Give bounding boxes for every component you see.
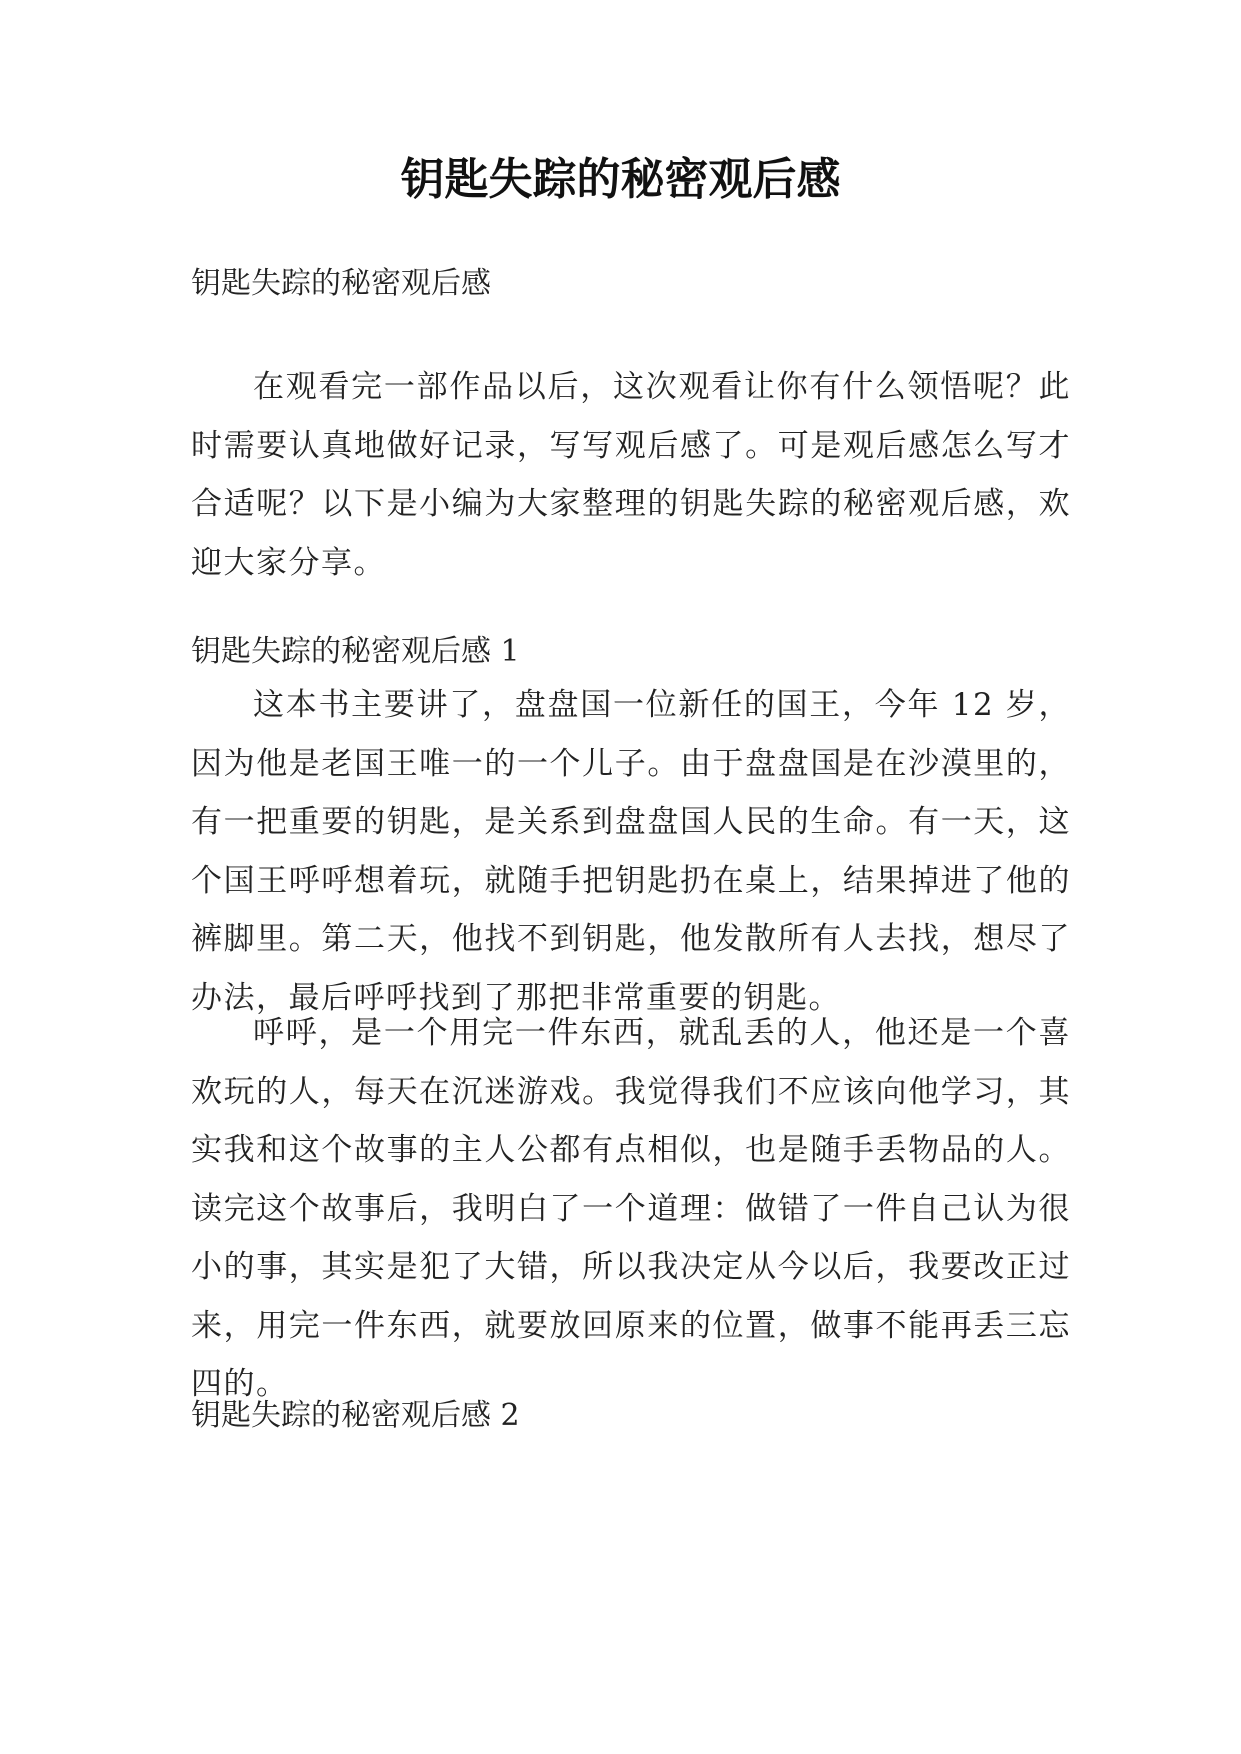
- section-2-heading: 钥匙失踪的秘密观后感 2: [191, 1398, 520, 1433]
- document-title: 钥匙失踪的秘密观后感: [400, 154, 841, 205]
- section-1-paragraph-2: 呼呼，是一个用完一件东西，就乱丢的人，他还是一个喜欢玩的人，每天在沉迷游戏。我觉得我们不应该向他学习，其实我和这个故事的主人公都有点相似，也是随手丢物品的人。读完这个故事后，我明白了一个道理：做错了一件自己认为很小的事，其实是犯了大错，所以我决定从今以后，我要改正过来，用完一件东西，就要放回原来的位置，做事不能再丢三忘四的。: [191, 1015, 1071, 1402]
- section-1-heading: 钥匙失踪的秘密观后感 1: [191, 634, 520, 669]
- section-1-paragraph-1: 这本书主要讲了，盘盘国一位新任的国王，今年 12 岁，因为他是老国王唯一的一个儿子。由于盘盘国是在沙漠里的，有一把重要的钥匙，是关系到盘盘国人民的生命。有一天，这个国王呼呼想着玩，就随手把钥匙扔在桌上，结果掉进了他的裤脚里。第二天，他找不到钥匙，他发散所有人去找，想尽了办法，最后呼呼找到了那把非常重要的钥匙。: [191, 687, 1071, 1016]
- intro-paragraph: 在观看完一部作品以后，这次观看让你有什么领悟呢？此时需要认真地做好记录，写写观后感了。可是观后感怎么写才合适呢？以下是小编为大家整理的钥匙失踪的秘密观后感，欢迎大家分享。: [191, 369, 1071, 581]
- document-subtitle: 钥匙失踪的秘密观后感: [191, 266, 491, 301]
